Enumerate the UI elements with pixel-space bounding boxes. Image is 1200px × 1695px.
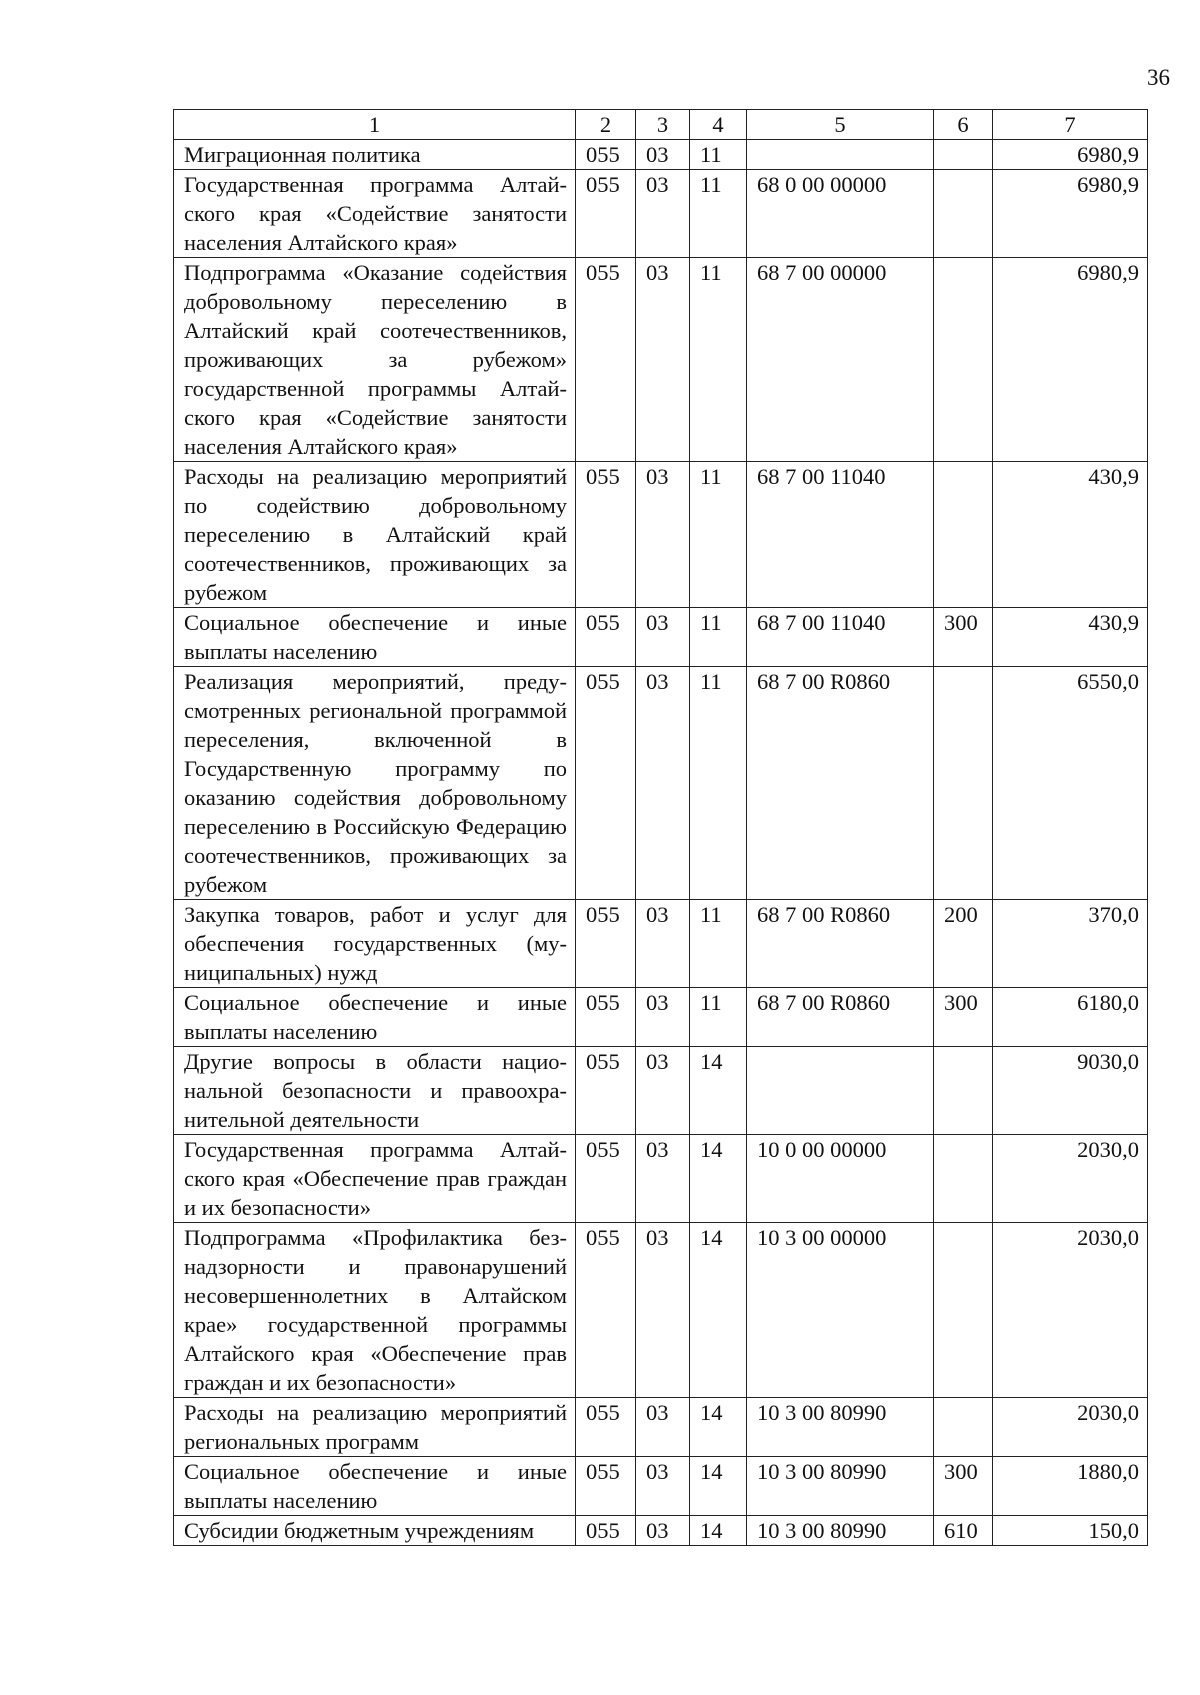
row-target-article-cell: 68 0 00 00000 xyxy=(747,170,934,258)
row-code-cell: 055 xyxy=(576,258,636,462)
row-target-article-cell: 10 3 00 80990 xyxy=(747,1398,934,1457)
row-amount-cell: 370,0 xyxy=(993,900,1148,988)
table-row xyxy=(174,900,1148,988)
row-amount-cell: 6550,0 xyxy=(993,667,1148,900)
row-name-cell: Государственная программа Алтайского края «Содействие занятости населения Алтайского края» xyxy=(174,170,576,258)
row-expense-type-cell xyxy=(934,258,993,462)
row-target-article-cell: 68 7 00 00000 xyxy=(747,258,934,462)
row-code-cell: 055 xyxy=(576,1135,636,1223)
row-subsection-cell: 11 xyxy=(690,462,747,608)
row-subsection-cell: 11 xyxy=(690,667,747,900)
row-section-cell: 03 xyxy=(636,170,690,258)
table-row xyxy=(174,1047,1148,1135)
row-name-cell: Миграционная политика xyxy=(174,140,576,170)
row-code-cell: 055 xyxy=(576,988,636,1047)
row-amount-cell: 430,9 xyxy=(993,608,1148,667)
row-section-cell: 03 xyxy=(636,1398,690,1457)
row-amount-cell: 9030,0 xyxy=(993,1047,1148,1135)
row-target-article-cell: 68 7 00 11040 xyxy=(747,608,934,667)
row-section-cell: 03 xyxy=(636,608,690,667)
page-number: 36 xyxy=(1147,65,1170,90)
row-expense-type-cell xyxy=(934,170,993,258)
row-amount-cell: 2030,0 xyxy=(993,1223,1148,1398)
row-section-cell: 03 xyxy=(636,900,690,988)
row-target-article-cell: 68 7 00 R0860 xyxy=(747,667,934,900)
row-subsection-cell: 11 xyxy=(690,170,747,258)
row-expense-type-cell: 300 xyxy=(934,988,993,1047)
table-row xyxy=(174,1135,1148,1223)
row-target-article-cell: 10 3 00 80990 xyxy=(747,1457,934,1516)
column-header: 3 xyxy=(636,110,690,140)
table-row xyxy=(174,1223,1148,1398)
row-section-cell: 03 xyxy=(636,1223,690,1398)
row-amount-cell: 1880,0 xyxy=(993,1457,1148,1516)
row-section-cell: 03 xyxy=(636,140,690,170)
row-name-cell: Расходы на реализацию мероприятий по содействию добровольному переселению в Алтайский край соотечественников, проживающих за рубежом xyxy=(174,462,576,608)
row-name-cell: Закупка товаров, работ и услуг для обеспечения государственных (муниципальных) нужд xyxy=(174,900,576,988)
row-expense-type-cell: 300 xyxy=(934,608,993,667)
row-subsection-cell: 11 xyxy=(690,900,747,988)
table-row xyxy=(174,1398,1148,1457)
table-row xyxy=(174,170,1148,258)
row-subsection-cell: 14 xyxy=(690,1047,747,1135)
column-header: 2 xyxy=(576,110,636,140)
row-target-article-cell: 10 3 00 80990 xyxy=(747,1516,934,1546)
column-header: 7 xyxy=(993,110,1148,140)
row-target-article-cell: 68 7 00 11040 xyxy=(747,462,934,608)
table-row xyxy=(174,667,1148,900)
row-section-cell: 03 xyxy=(636,1135,690,1223)
row-section-cell: 03 xyxy=(636,258,690,462)
row-subsection-cell: 11 xyxy=(690,608,747,667)
row-name-cell: Социальное обеспечение и иные выплаты населению xyxy=(174,1457,576,1516)
row-amount-cell: 2030,0 xyxy=(993,1135,1148,1223)
row-expense-type-cell xyxy=(934,1398,993,1457)
row-name-cell: Подпрограмма «Оказание содействия добровольному переселению в Алтайский край соотечественников, проживающих за рубежом» государственной программы Алтайского края «Содействие занятости населения Алтайского края» xyxy=(174,258,576,462)
row-section-cell: 03 xyxy=(636,1516,690,1546)
row-subsection-cell: 11 xyxy=(690,140,747,170)
row-expense-type-cell xyxy=(934,140,993,170)
table-row xyxy=(174,258,1148,462)
row-amount-cell: 2030,0 xyxy=(993,1398,1148,1457)
row-code-cell: 055 xyxy=(576,1047,636,1135)
column-header: 5 xyxy=(747,110,934,140)
row-subsection-cell: 14 xyxy=(690,1516,747,1546)
budget-table xyxy=(173,109,1148,1546)
row-section-cell: 03 xyxy=(636,462,690,608)
row-target-article-cell: 10 3 00 00000 xyxy=(747,1223,934,1398)
row-code-cell: 055 xyxy=(576,608,636,667)
table-row xyxy=(174,462,1148,608)
row-expense-type-cell xyxy=(934,1135,993,1223)
row-expense-type-cell: 200 xyxy=(934,900,993,988)
row-subsection-cell: 11 xyxy=(690,258,747,462)
header-row xyxy=(174,110,1148,140)
row-expense-type-cell xyxy=(934,667,993,900)
row-target-article-cell: 68 7 00 R0860 xyxy=(747,988,934,1047)
column-header: 6 xyxy=(934,110,993,140)
table-row xyxy=(174,140,1148,170)
row-expense-type-cell: 300 xyxy=(934,1457,993,1516)
row-subsection-cell: 14 xyxy=(690,1135,747,1223)
row-code-cell: 055 xyxy=(576,170,636,258)
row-code-cell: 055 xyxy=(576,1457,636,1516)
table-row xyxy=(174,988,1148,1047)
row-name-cell: Государственная программа Алтайского края «Обеспечение прав граждан и их безопасности» xyxy=(174,1135,576,1223)
row-code-cell: 055 xyxy=(576,140,636,170)
row-subsection-cell: 14 xyxy=(690,1398,747,1457)
row-amount-cell: 150,0 xyxy=(993,1516,1148,1546)
row-subsection-cell: 14 xyxy=(690,1223,747,1398)
row-name-cell: Социальное обеспечение и иные выплаты населению xyxy=(174,988,576,1047)
row-code-cell: 055 xyxy=(576,462,636,608)
row-target-article-cell xyxy=(747,1047,934,1135)
row-expense-type-cell: 610 xyxy=(934,1516,993,1546)
row-code-cell: 055 xyxy=(576,1223,636,1398)
row-subsection-cell: 11 xyxy=(690,988,747,1047)
column-header: 4 xyxy=(690,110,747,140)
row-amount-cell: 430,9 xyxy=(993,462,1148,608)
row-name-cell: Реализация мероприятий, предусмотренных региональной программой переселения, включенной в Государственную программу по оказанию содействия добровольному переселению в Российскую Федерацию соотечественников, проживающих за рубежом xyxy=(174,667,576,900)
row-amount-cell: 6980,9 xyxy=(993,170,1148,258)
row-expense-type-cell xyxy=(934,1223,993,1398)
row-name-cell: Другие вопросы в области национальной безопасности и правоохранительной деятельности xyxy=(174,1047,576,1135)
table-body xyxy=(174,110,1148,1546)
row-code-cell: 055 xyxy=(576,1398,636,1457)
row-code-cell: 055 xyxy=(576,1516,636,1546)
row-section-cell: 03 xyxy=(636,1047,690,1135)
row-name-cell: Субсидии бюджетным учреждениям xyxy=(174,1516,576,1546)
row-subsection-cell: 14 xyxy=(690,1457,747,1516)
row-name-cell: Социальное обеспечение и иные выплаты населению xyxy=(174,608,576,667)
table-row xyxy=(174,1457,1148,1516)
row-expense-type-cell xyxy=(934,462,993,608)
table-row xyxy=(174,608,1148,667)
row-section-cell: 03 xyxy=(636,988,690,1047)
column-header: 1 xyxy=(174,110,576,140)
row-target-article-cell: 10 0 00 00000 xyxy=(747,1135,934,1223)
row-code-cell: 055 xyxy=(576,667,636,900)
row-code-cell: 055 xyxy=(576,900,636,988)
row-amount-cell: 6980,9 xyxy=(993,258,1148,462)
row-amount-cell: 6980,9 xyxy=(993,140,1148,170)
row-target-article-cell xyxy=(747,140,934,170)
table-row xyxy=(174,1516,1148,1546)
row-section-cell: 03 xyxy=(636,667,690,900)
row-target-article-cell: 68 7 00 R0860 xyxy=(747,900,934,988)
row-name-cell: Подпрограмма «Профилактика безнадзорности и правонарушений несовершеннолетних в Алтайском крае» государственной программы Алтайского края «Обеспечение прав граждан и их безопасности» xyxy=(174,1223,576,1398)
row-amount-cell: 6180,0 xyxy=(993,988,1148,1047)
row-expense-type-cell xyxy=(934,1047,993,1135)
row-section-cell: 03 xyxy=(636,1457,690,1516)
row-name-cell: Расходы на реализацию мероприятий региональных программ xyxy=(174,1398,576,1457)
